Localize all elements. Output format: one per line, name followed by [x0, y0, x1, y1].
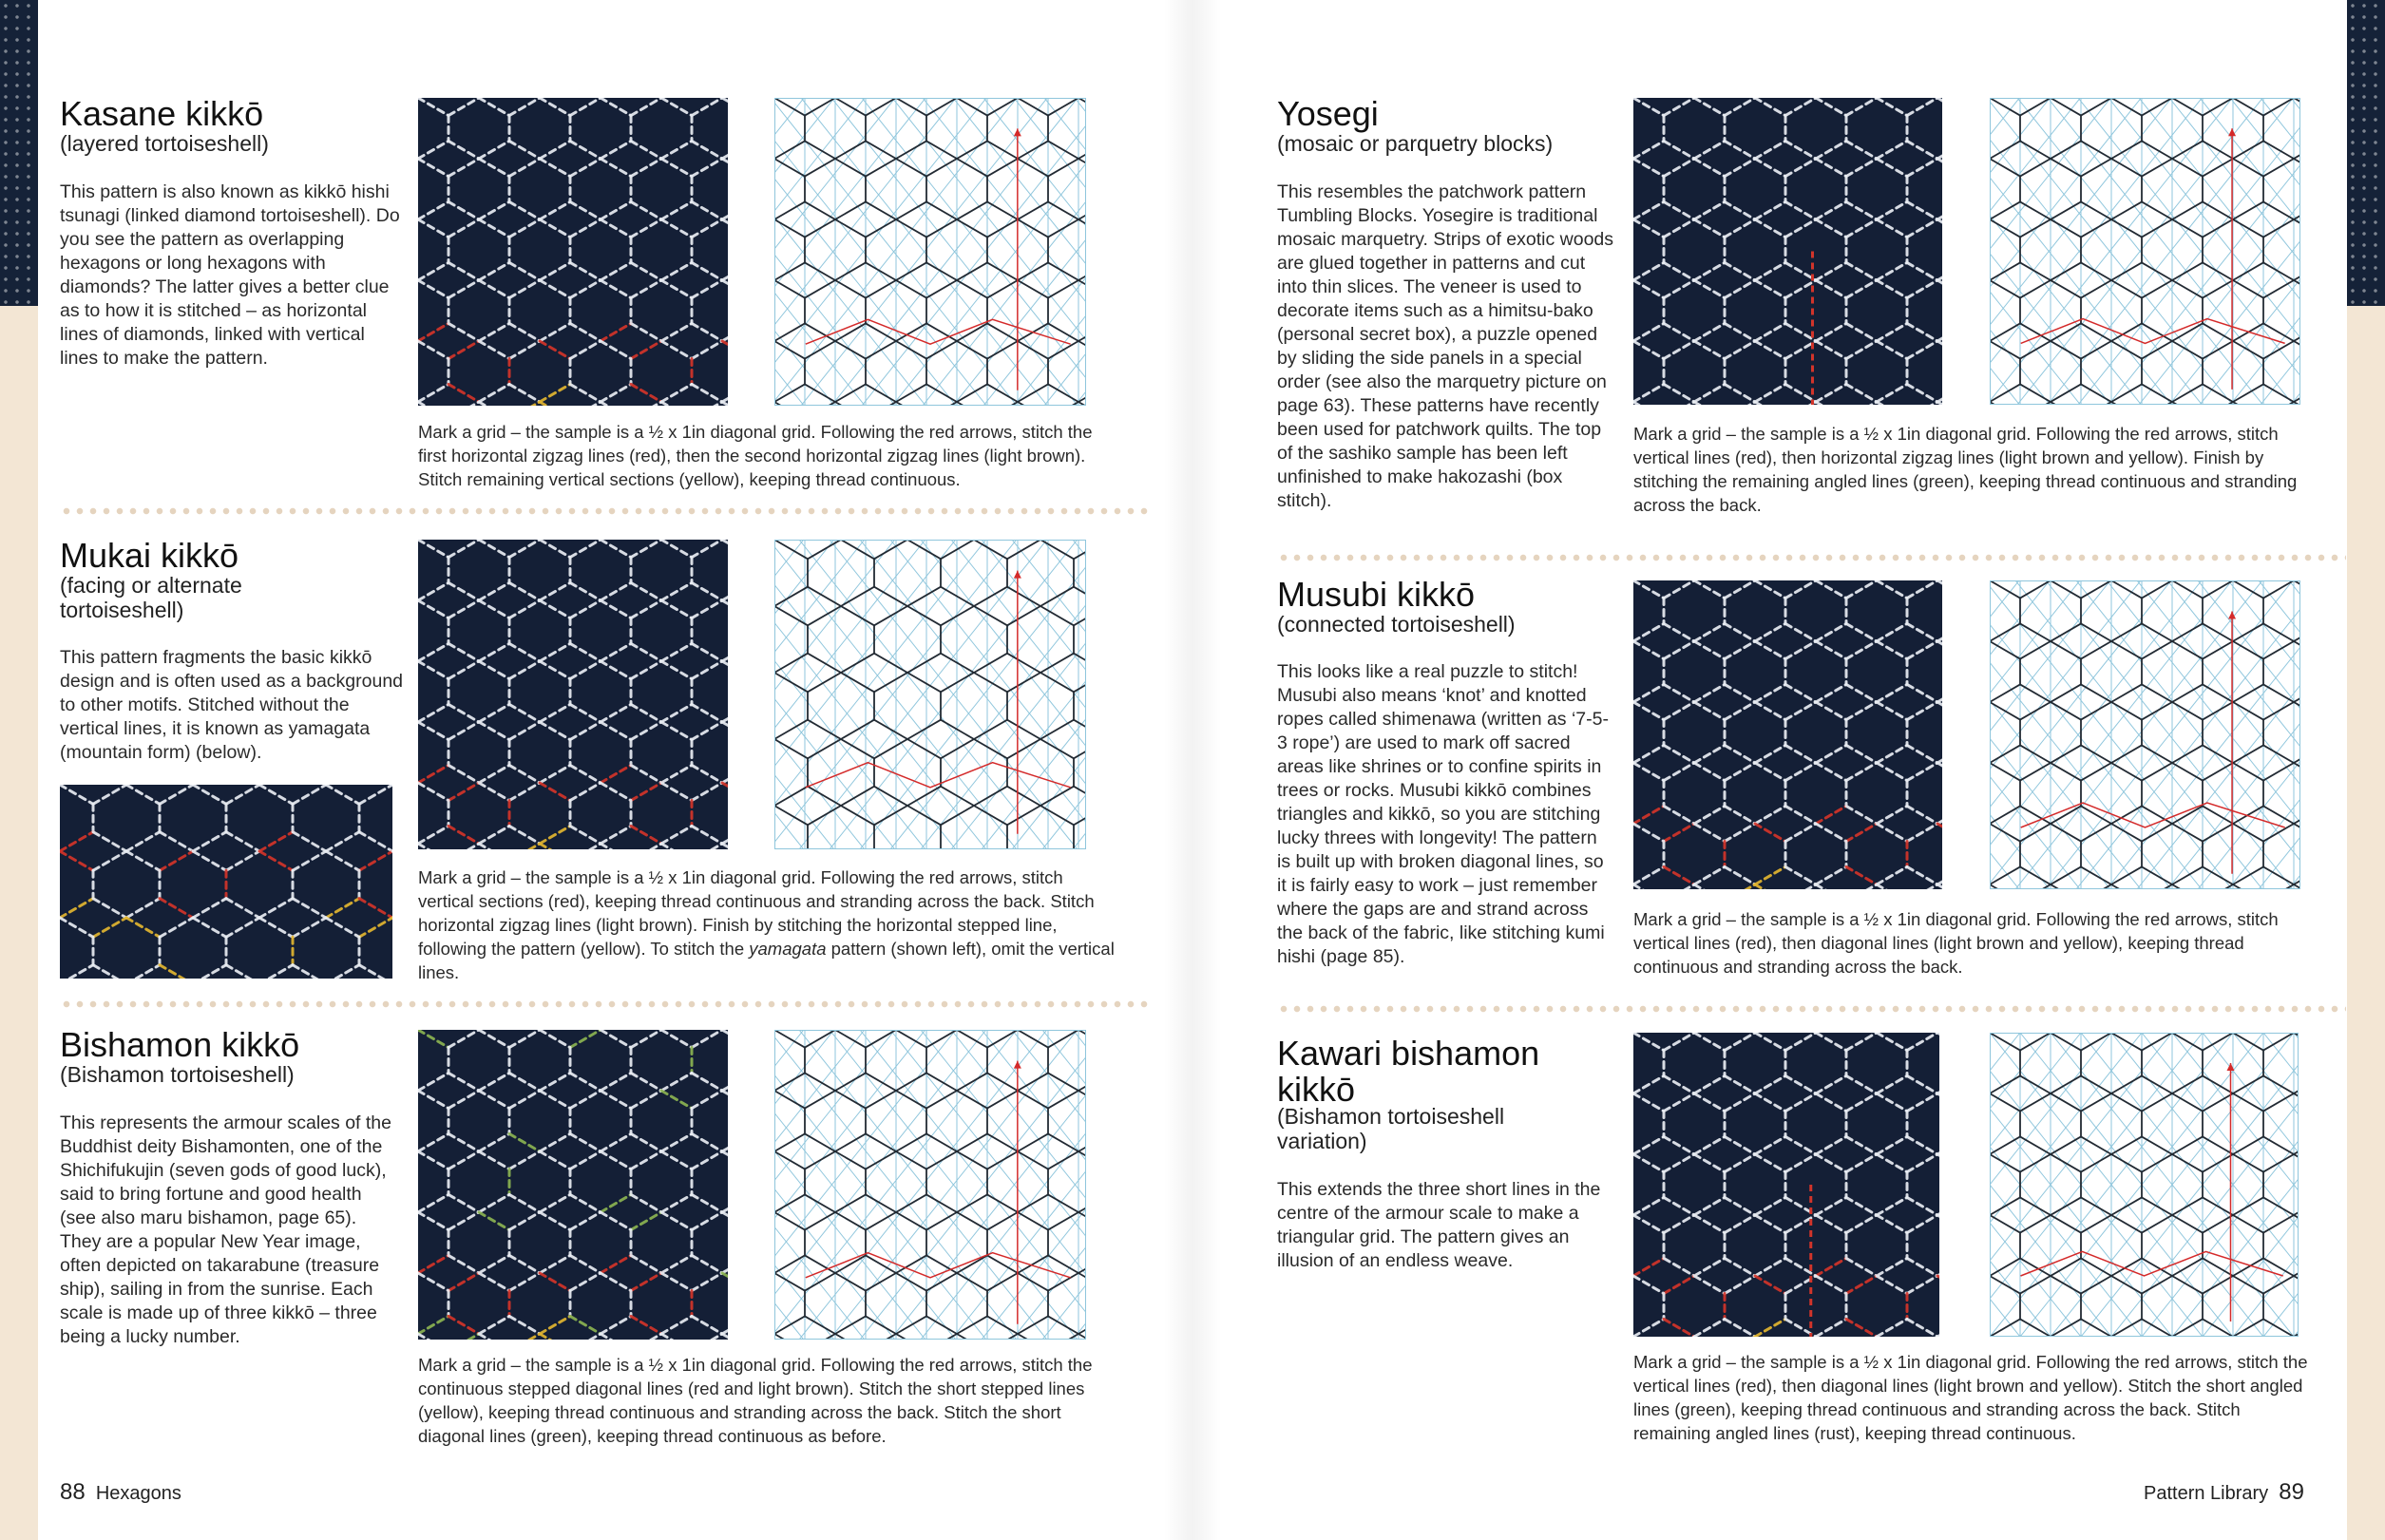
stitch-sample-photo [418, 540, 728, 849]
pattern-subtitle: (layered tortoiseshell) [60, 131, 269, 156]
yamagata-sample-photo [60, 785, 392, 979]
pattern-caption: Mark a grid – the sample is a ½ x 1in diagonal grid. Following the red arrows, stitch the continuous stepped diagonal lines (red and light brown). Stitch the short stepped lines (yellow), keeping thread continuous and stranding across the back. Stitch the short diagonal lines (green), keeping thread continuous as before. [418, 1355, 1093, 1446]
pattern-caption: Mark a grid – the sample is a ½ x 1in diagonal grid. Following the red arrows, stitch the first horizontal zigzag lines (red), then the second horizontal zigzag lines (light brown). Stitch remaining vertical sections (yellow), keeping thread continuous. [418, 422, 1093, 489]
pattern-title: Musubi kikkō [1277, 575, 1476, 614]
pattern-title: Mukai kikkō [60, 536, 239, 575]
section-divider [1277, 554, 2346, 561]
pattern-subtitle: (Bishamon tortoiseshell) [60, 1062, 295, 1087]
section-divider [60, 1000, 1153, 1008]
stitch-diagram [774, 540, 1086, 849]
stitch-sample-photo [1633, 98, 1942, 405]
pattern-caption: Mark a grid – the sample is a ½ x 1in diagonal grid. Following the red arrows, stitch the vertical lines (red), then diagonal lines (light brown and yellow). Stitch the short angled lines (green), keeping thread continuous and stranding across the back. Stitch remaining angled lines (rust), keeping thread continuous. [1633, 1352, 2308, 1443]
section-divider [1277, 1005, 2346, 1013]
page-footer [2144, 1479, 2304, 1506]
left-page [38, 0, 1192, 1540]
section-divider [60, 507, 1153, 515]
pattern-description: This pattern fragments the basic kikkō design and is often used as a background to other motifs. Stitched without the vertical lines, it is known as yamagata (mountain form) (below). [60, 647, 404, 763]
section-name: Pattern Library [2144, 1483, 2269, 1504]
page-footer [60, 1479, 181, 1506]
section-name: Hexagons [95, 1483, 181, 1504]
fabric-edge-left [0, 0, 38, 306]
stitch-sample-photo [418, 98, 728, 406]
page-number: 88 [60, 1479, 86, 1505]
pattern-description: This pattern is also known as kikkō hishi tsunagi (linked diamond tortoiseshell). Do you see the pattern as overlapping hexagons or long hexagons with diamonds? The latter gives a better clue as to how it is stitched – as horizontal lines of diamonds, linked with vertical lines to make the pattern. [60, 181, 400, 369]
stitch-diagram [774, 1030, 1086, 1340]
stitch-sample-photo [1633, 580, 1942, 889]
pattern-subtitle: (mosaic or parquetry blocks) [1277, 131, 1554, 156]
stitch-sample-photo [1633, 1033, 1939, 1337]
stitch-diagram [1990, 580, 2300, 889]
pattern-subtitle: (facing or alternate tortoiseshell) [60, 573, 242, 622]
pattern-description: This represents the armour scales of the Buddhist deity Bishamonten, one of the Shichifukujin (seven gods of good luck), said to bring fortune and good health (see also maru bishamon, page 65). They are a popular New Year image, often depicted on takarabune (treasure ship), sailing in from the sunrise. Each scale is made up of three kikkō – three being a lucky number. [60, 1112, 391, 1347]
pattern-description: This resembles the patchwork pattern Tumbling Blocks. Yosegire is traditional mosaic marquetry. Strips of exotic woods are glued together in patterns and cut into thin slices. The veneer is used to decorate items such as a himitsu-bako (personal secret box), a puzzle opened by sliding the side panels in a special order (see also the marquetry picture on page 63). These patterns have recently been used for patchwork quilts. The top of the sashiko sample has been left unfinished to make hakozashi (box stitch). [1277, 181, 1614, 511]
pattern-subtitle: (Bishamon tortoiseshell variation) [1277, 1104, 1505, 1153]
fabric-edge-right [2347, 0, 2385, 306]
stitch-diagram [1990, 1033, 2299, 1337]
pattern-caption: Mark a grid – the sample is a ½ x 1in diagonal grid. Following the red arrows, stitch vertical sections (red), keeping thread continuous and stranding across the back. Stitch horizontal zigzag lines (light brown). Finish by stitching the horizontal stepped line, following the pattern (yellow). To stitch the yamagata pattern (shown left), omit the vertical lines. [418, 867, 1115, 982]
stitch-diagram [774, 98, 1086, 406]
pattern-title: Yosegi [1277, 94, 1379, 133]
pattern-subtitle: (connected tortoiseshell) [1277, 612, 1516, 637]
pattern-description: This looks like a real puzzle to stitch! Musubi also means ‘knot’ and knotted ropes called shimenawa (written as ‘7-5-3 rope’) are used to mark off sacred areas like shrines or to confine spirits in trees or rocks. Musubi kikkō combines triangles and kikkō, so you are stitching lucky threes with longevity! The pattern is built up with broken diagonal lines, so it is fairly easy to work – just remember where the gaps are and strand across the back of the fabric, like stitching kumi hishi (page 85). [1277, 661, 1609, 967]
pattern-title: Kawari bishamon kikkō [1277, 1034, 1540, 1109]
pattern-caption: Mark a grid – the sample is a ½ x 1in diagonal grid. Following the red arrows, stitch vertical lines (red), then horizontal zigzag lines (light brown and yellow). Finish by stitching the remaining angled lines (green), keeping thread continuous and stranding across the back. [1633, 424, 2298, 515]
book-gutter [1164, 0, 1221, 1540]
pattern-title: Kasane kikkō [60, 94, 264, 133]
pattern-description: This extends the three short lines in the centre of the armour scale to make a triangular grid. The pattern gives an illusion of an endless weave. [1277, 1179, 1601, 1271]
stitch-diagram [1990, 98, 2300, 405]
page-number: 89 [2279, 1479, 2304, 1505]
right-page [1192, 0, 2347, 1540]
stitch-sample-photo [418, 1030, 728, 1340]
pattern-title: Bishamon kikkō [60, 1025, 300, 1064]
pattern-caption: Mark a grid – the sample is a ½ x 1in diagonal grid. Following the red arrows, stitch vertical lines (red), then diagonal lines (light brown and yellow), keeping thread continuous and stranding across the back. [1633, 909, 2279, 977]
